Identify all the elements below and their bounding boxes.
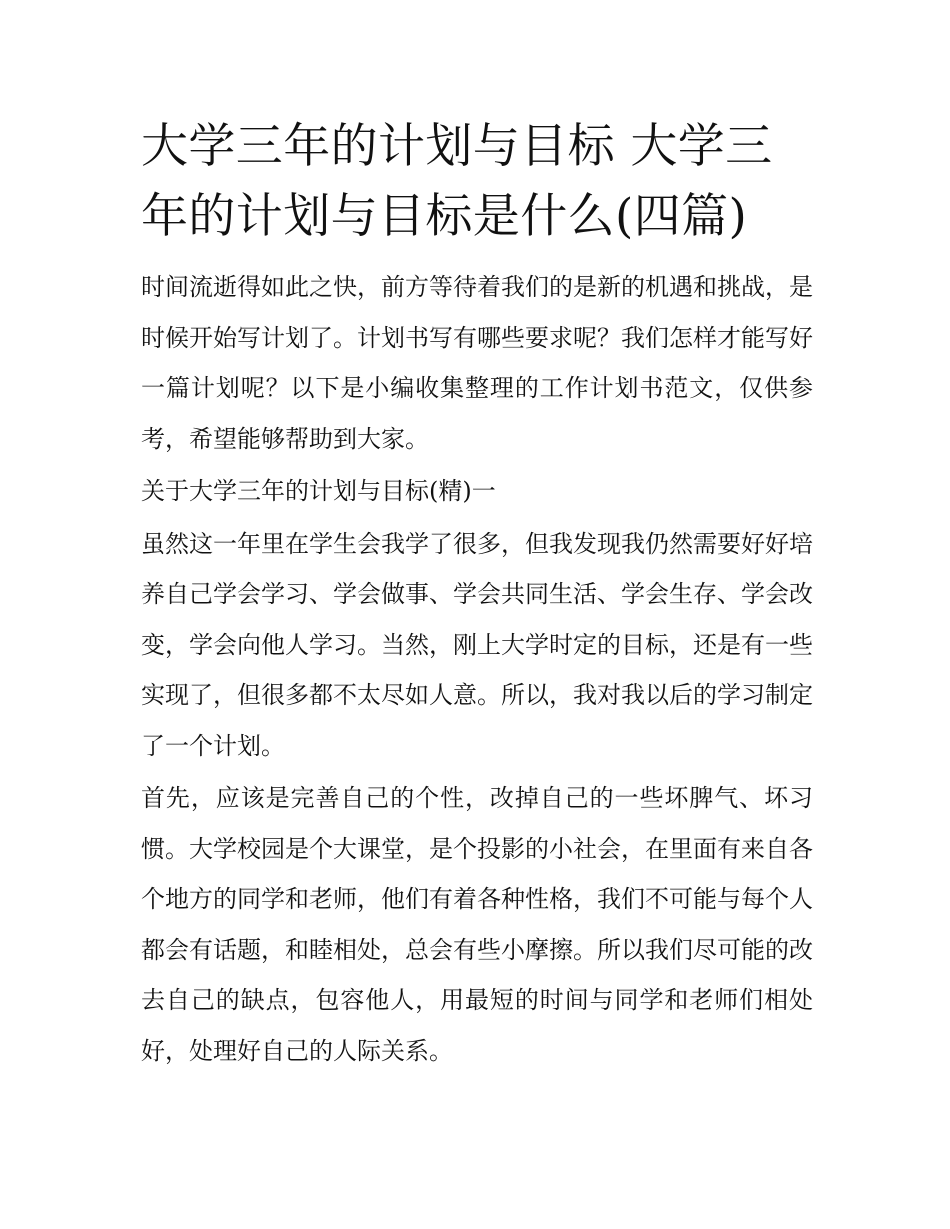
intro-paragraph: 时间流逝得如此之快，前方等待着我们的是新的机遇和挑战，是时候开始写计划了。计划书写有哪些要求呢？我们怎样才能写好一篇计划呢？以下是小编收集整理的工作计划书范文，仅供参考，希望能够帮助到大家。 <box>141 273 813 453</box>
document-title: 大学三年的计划与目标 大学三年的计划与目标是什么(四篇) <box>141 119 773 244</box>
document-content <box>141 112 813 1076</box>
body-paragraph-1: 虽然这一年里在学生会我学了很多，但我发现我仍然需要好好培养自己学会学习、学会做事、学会共同生活、学会生存、学会改变，学会向他人学习。当然，刚上大学时定的目标，还是有一些实现了，但很多都不太尽如人意。所以，我对我以后的学习制定了一个计划。 <box>141 529 813 760</box>
section-heading: 关于大学三年的计划与目标(精)一 <box>141 477 496 505</box>
body-paragraph-2: 首先，应该是完善自己的个性，改掉自己的一些坏脾气、坏习惯。大学校园是个大课堂，是个投影的小社会，在里面有来自各个地方的同学和老师，他们有着各种性格，我们不可能与每个人都会有话题，和睦相处，总会有些小摩擦。所以我们尽可能的改去自己的缺点，包容他人，用最短的时间与同学和老师们相处好，处理好自己的人际关系。 <box>141 784 813 1065</box>
